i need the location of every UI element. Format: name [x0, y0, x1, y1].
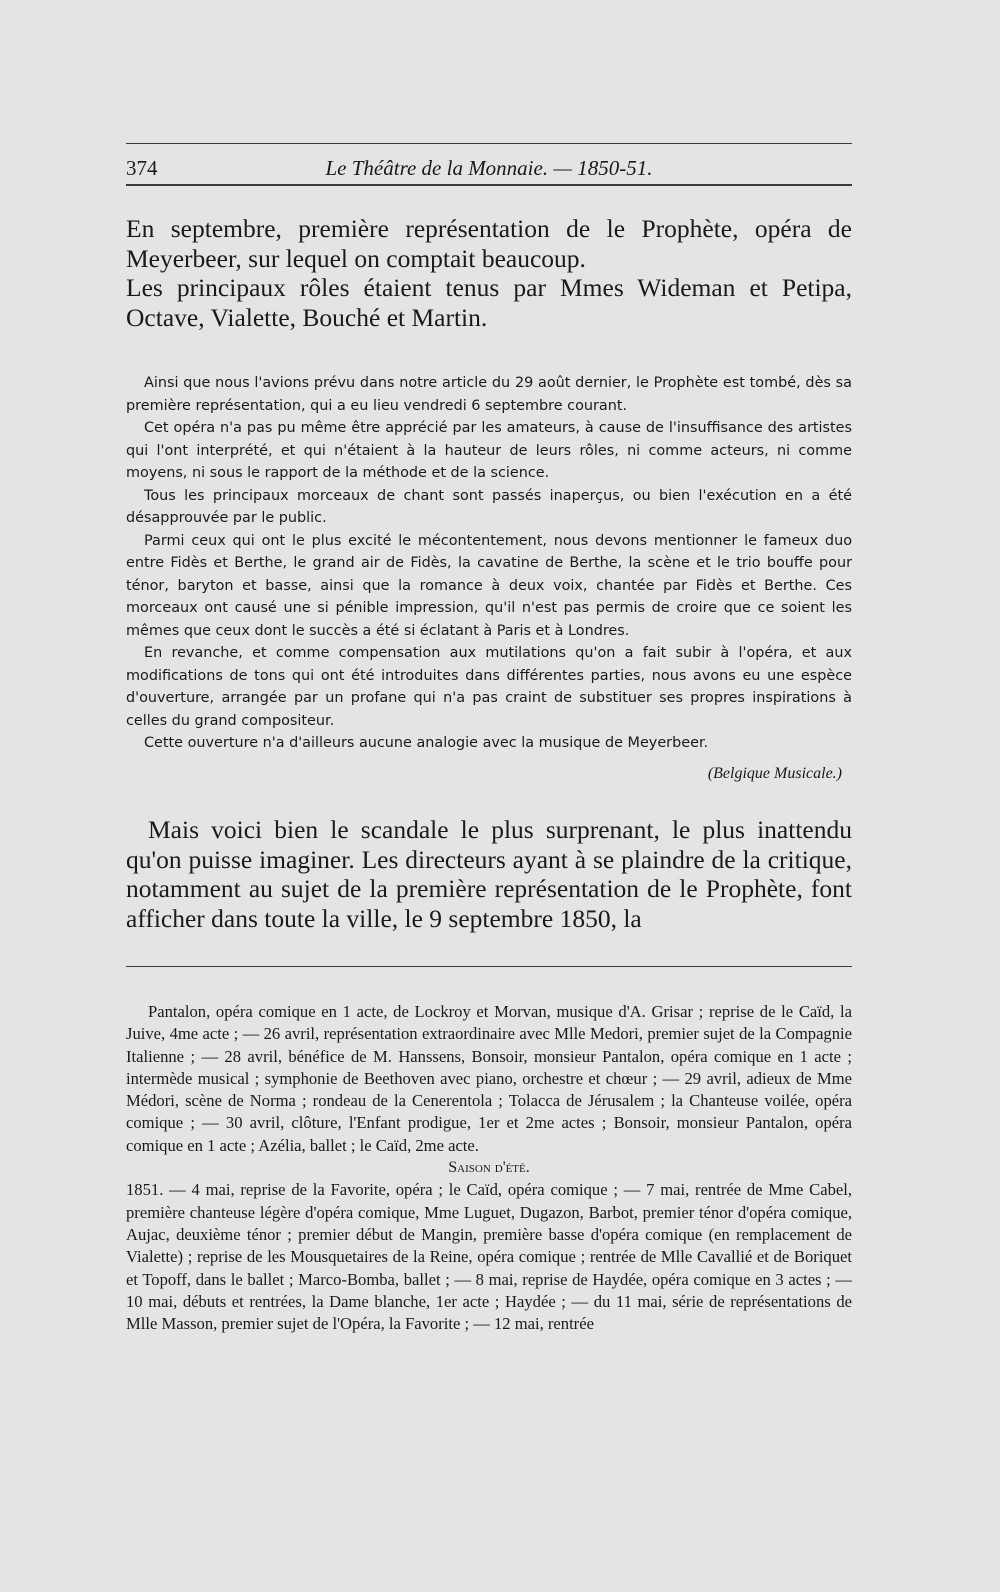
- quote-paragraph: Parmi ceux qui ont le plus excité le mécontentement, nous devons mentionner le fameux duo entre Fidès et Berthe, le grand air de Fidès, la cavatine de Berthe, la scène et le trio bouffe pour ténor, baryton et basse, ainsi que la romance à deux voix, chantée par Fidès et Berthe. Ces morceaux ont causé une si pénible impression, qu'il n'est pas permis de croire que ce soient les mêmes que ceux dont le succès a été si éclatant à Paris et à Londres.: [126, 532, 852, 639]
- quoted-article: [126, 372, 852, 785]
- quote-paragraph: En revanche, et comme compensation aux mutilations qu'on a fait subir à l'opéra, et aux modifications de tons qui ont été introduites dans différentes parties, nous avons eu une espèce d'ouverture, arrangée par un profane qui n'a pas craint de substituer ses propres inspirations à celles du grand compositeur.: [126, 645, 852, 729]
- quote-paragraph: Tous les principaux morceaux de chant sont passés inaperçus, ou bien l'exécution en a été désapprouvée par le public.: [126, 487, 852, 526]
- opening-paragraphs: [126, 214, 852, 332]
- footnote-rule: [126, 966, 852, 967]
- header-bottom-rule: [126, 184, 852, 186]
- quote-source: (Belgique Musicale.): [707, 764, 842, 782]
- opening-paragraph: En septembre, première représentation de le Prophète, opéra de Meyerbeer, sur lequel on comptait beaucoup.: [126, 214, 852, 273]
- opening-paragraph: Les principaux rôles étaient tenus par Mmes Wideman et Petipa, Octave, Vialette, Bouché et Martin.: [126, 273, 852, 332]
- quote-paragraph: Cette ouverture n'a d'ailleurs aucune analogie avec la musique de Meyerbeer.: [144, 735, 709, 751]
- season-heading: Saison d'été.: [448, 1159, 530, 1177]
- running-title: Le Théâtre de la Monnaie. — 1850-51.: [325, 156, 653, 180]
- note-paragraph: 1851. — 4 mai, reprise de la Favorite, opéra ; le Caïd, opéra comique ; — 7 mai, rentrée de Mme Cabel, première chanteuse légère d'opéra comique, Mme Luguet, Dugazon, Barbot, premier ténor d'opéra comique, Aujac, deuxième ténor ; premier début de Mangin, première basse d'opéra comique (en remplacement de Vialette) ; reprise de les Mousquetaires de la Reine, opéra comique ; rentrée de Mlle Cavallié et de Boriquet et Topoff, dans le ballet ; Marco-Bomba, ballet ; — 8 mai, reprise de Haydée, opéra comique en 3 actes ; — 10 mai, débuts et rentrées, la Dame blanche, 1er acte ; Haydée ; — du 11 mai, série de représentations de Mlle Masson, premier sujet de l'Opéra, la Favorite ; — 12 mai, rentrée: [126, 1180, 852, 1334]
- header-top-rule: [126, 143, 852, 144]
- note-paragraph: Pantalon, opéra comique en 1 acte, de Lockroy et Morvan, musique d'A. Grisar ; reprise de le Caïd, la Juive, 4me acte ; — 26 avril, représentation extraordinaire avec Mlle Medori, premier sujet de la Compagnie Italienne ; — 28 avril, bénéfice de M. Hanssens, Bonsoir, monsieur Pantalon, opéra comique en 1 acte ; intermède musical ; symphonie de Beethoven avec piano, orchestre et chœur ; — 29 avril, adieux de Mme Médori, scène de Norma ; rondeau de la Cenerentola ; Tolacca de Jérusalem ; la Chanteuse voilée, opéra comique ; — 30 avril, clôture, l'Enfant prodigue, 1er et 2me actes ; Bonsoir, monsieur Pantalon, opéra comique en 1 acte ; Azélia, ballet ; le Caïd, 2me acte.: [126, 1002, 852, 1155]
- running-header: [126, 156, 852, 182]
- closing-paragraph: Mais voici bien le scandale le plus surprenant, le plus inattendu qu'on puisse imaginer. Les directeurs ayant à se plaindre de la critique, notamment au sujet de la première représentation de le Prophète, font afficher dans toute la ville, le 9 septembre 1850, la: [126, 815, 852, 933]
- page-number: 374: [126, 156, 158, 180]
- closing-paragraph-block: [126, 815, 852, 933]
- quote-paragraph: Cet opéra n'a pas pu même être apprécié par les amateurs, à cause de l'insuffisance des artistes qui l'ont interprété, et qui n'étaient à la hauteur de leurs rôles, ni comme acteurs, ni comme moyens, ni sous le rapport de la méthode et de la science.: [126, 420, 852, 481]
- quote-paragraph: Ainsi que nous l'avions prévu dans notre article du 29 août dernier, le Prophète est tombé, dès sa première représentation, qui a eu lieu vendredi 6 septembre courant.: [126, 375, 852, 414]
- footnotes: [126, 1001, 852, 1335]
